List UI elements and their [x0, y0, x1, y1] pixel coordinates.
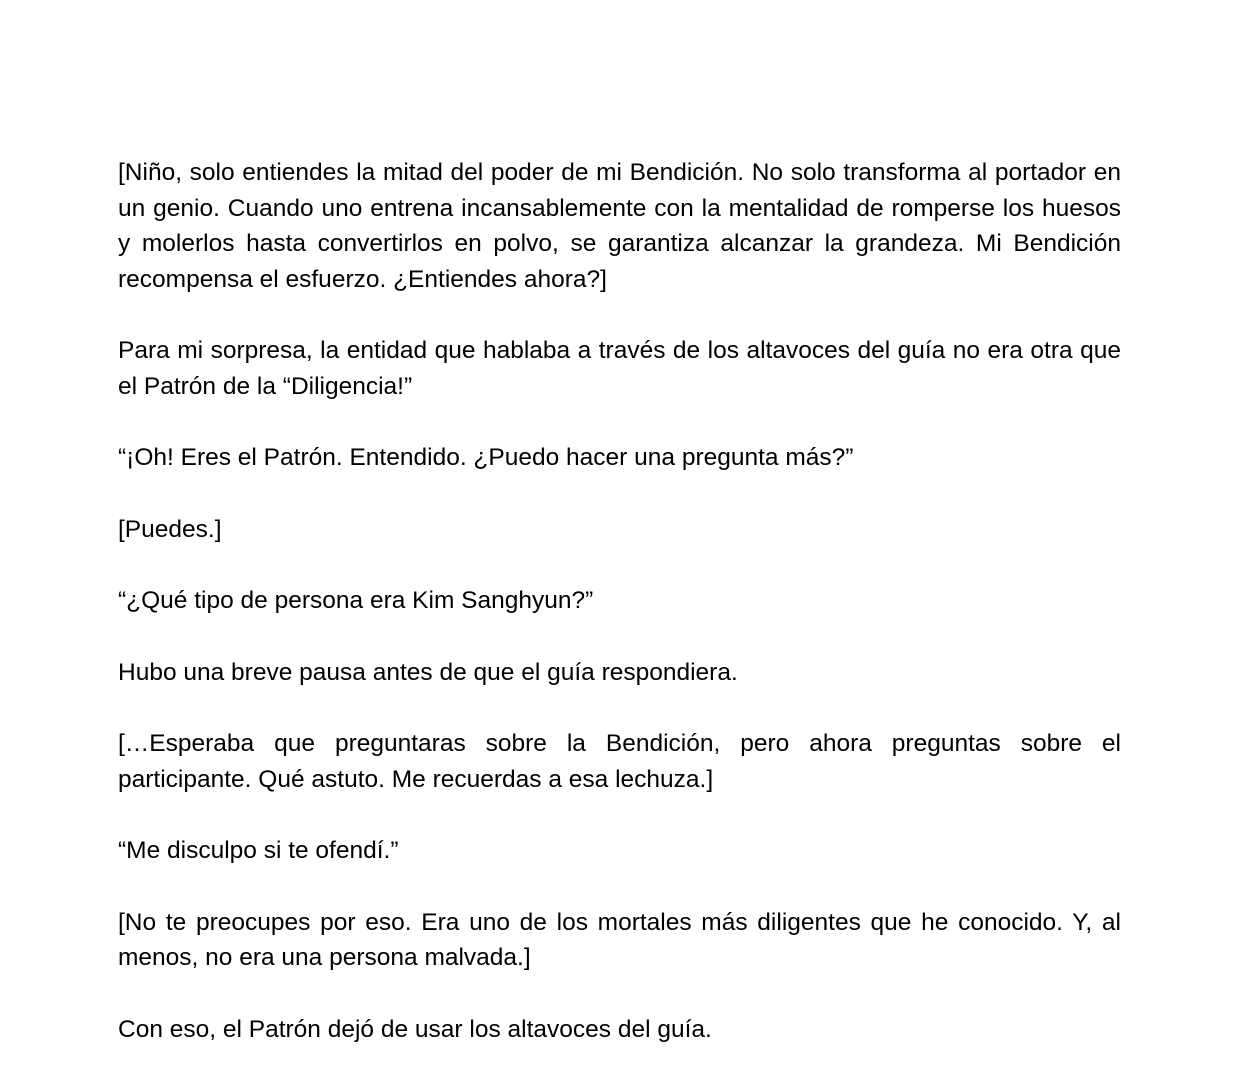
paragraph-10: Con eso, el Patrón dejó de usar los altavoces del guía.	[118, 1015, 712, 1043]
document-body	[118, 155, 1121, 1083]
paragraph-2: Para mi sorpresa, la entidad que hablaba a través de los altavoces del guía no era otra que el Patrón de la “Diligencia!”	[118, 337, 1121, 400]
paragraph-5: “¿Qué tipo de persona era Kim Sanghyun?”	[118, 587, 594, 614]
paragraph-7: […Esperaba que preguntaras sobre la Bendición, pero ahora preguntas sobre el participante. Qué astuto. Me recuerdas a esa lechuza.]	[118, 730, 1121, 793]
paragraph-9: [No te preocupes por eso. Era uno de los mortales más diligentes que he conocido. Y, al menos, no era una persona malvada.]	[118, 908, 1121, 971]
paragraph-1: [Niño, solo entiendes la mitad del poder de mi Bendición. No solo transforma al portador en un genio. Cuando uno entrena incansablemente con la mentalidad de romperse los huesos y molerlos hasta convertirlos en polvo, se garantiza alcanzar la grandeza. Mi Bendición recompensa el esfuerzo. ¿Entiendes ahora?]	[118, 159, 1121, 293]
paragraph-3: “¡Oh! Eres el Patrón. Entendido. ¿Puedo hacer una pregunta más?”	[118, 444, 854, 471]
paragraph-8: “Me disculpo si te ofendí.”	[118, 837, 399, 864]
paragraph-6: Hubo una breve pausa antes de que el guía respondiera.	[118, 658, 738, 686]
paragraph-4: [Puedes.]	[118, 515, 222, 543]
